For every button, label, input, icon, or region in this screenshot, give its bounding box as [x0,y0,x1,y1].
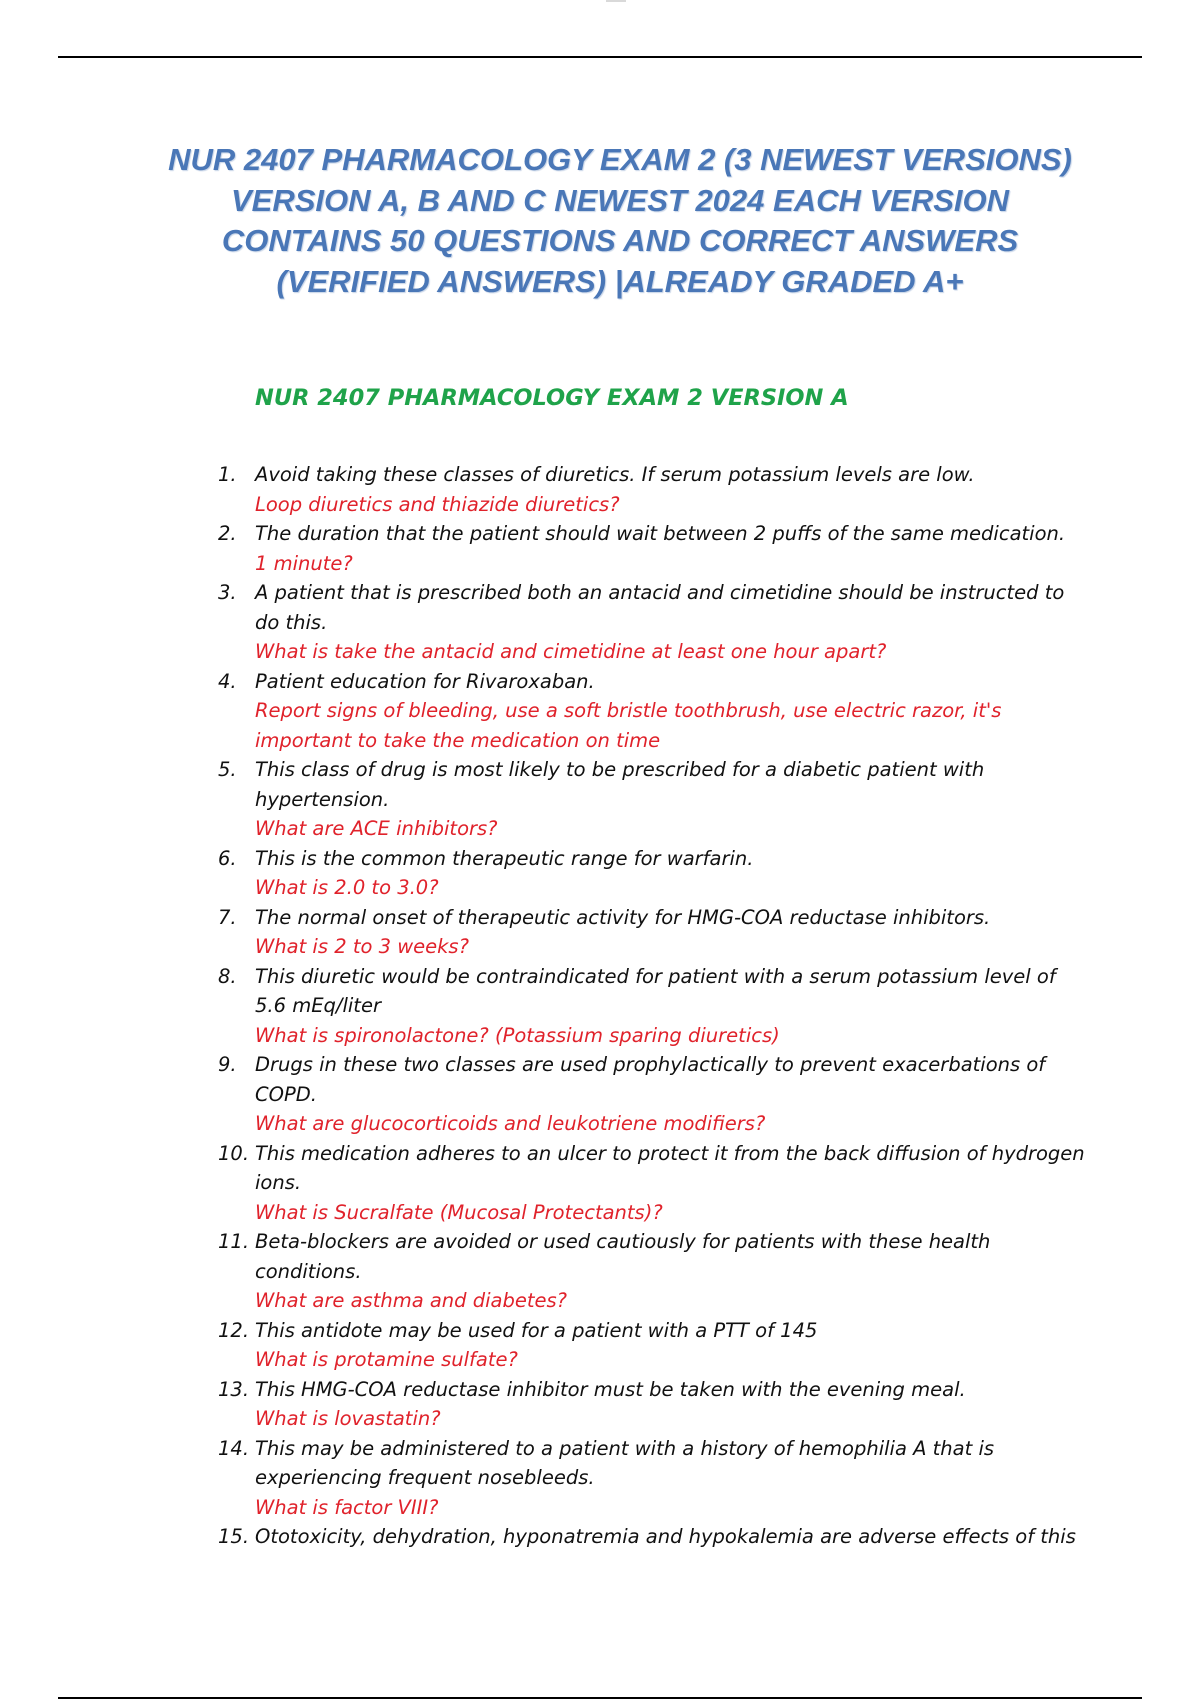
question-number: 3. [218,581,237,604]
question-text: The duration that the patient should wait between 2 puffs of the same medication. [255,522,1066,545]
title-line-2: VERSION A, B AND C NEWEST 2024 EACH VERSION [230,182,1009,218]
question-text: This diuretic would be contraindicated for patient with a serum potassium level of 5.6 mEq/liter [255,964,1056,1017]
question-list [0,460,1200,1552]
question-number: 2. [218,522,237,545]
question-text: This medication adheres to an ulcer to protect it from the back diffusion of hydrogen ions. [255,1141,1085,1194]
answer-text: What is 2 to 3 weeks? [255,935,469,958]
question-item [0,667,1085,756]
question-item [0,1375,1085,1434]
answer-text: What are glucocorticoids and leukotriene modifiers? [255,1112,766,1135]
question-text: This is the common therapeutic range for warfarin. [255,846,754,870]
question-item [0,844,1085,903]
page-top-mark [606,0,626,2]
question-number: 10. [218,1141,250,1165]
answer-text: 1 minute? [255,551,353,575]
question-text: Ototoxicity, dehydration, hyponatremia and hypokalemia are adverse effects of this [255,1525,1076,1548]
question-item [0,1316,1085,1375]
question-item [0,1139,1085,1228]
question-item [0,755,1085,844]
question-item [0,1050,1085,1139]
question-text: This antidote may be used for a patient with a PTT of 145 [255,1318,818,1342]
header-rule [58,56,1142,58]
answer-text: What is lovastatin? [255,1407,441,1430]
question-text: This HMG-COA reductase inhibitor must be taken with the evening meal. [255,1377,966,1401]
question-item [0,460,1085,519]
question-item [0,519,1085,578]
question-number: 1. [218,463,237,486]
question-item [0,962,1085,1051]
question-text: Drugs in these two classes are used prophylactically to prevent exacerbations of COPD. [255,1053,1046,1106]
answer-text: What is Sucralfate (Mucosal Protectants)? [255,1200,663,1224]
question-number: 8. [218,964,237,988]
question-text: Beta-blockers are avoided or used cautiously for patients with these health conditions. [255,1230,991,1283]
question-number: 15. [218,1525,250,1548]
question-number: 9. [218,1053,237,1076]
title-line-3: CONTAINS 50 QUESTIONS AND CORRECT ANSWERS [221,223,1019,258]
question-text: Patient education for Rivaroxaban. [255,669,595,693]
document-title [150,140,1090,302]
question-number: 11. [218,1230,250,1253]
question-text: The normal onset of therapeutic activity for HMG-COA reductase inhibitors. [255,905,991,929]
title-line-1: NUR 2407 PHARMACOLOGY EXAM 2 (3 NEWEST VERSIONS) [168,142,1072,177]
question-item [0,903,1085,962]
question-number: 6. [218,846,237,870]
question-text: This class of drug is most likely to be prescribed for a diabetic patient with hypertension. [255,758,985,811]
title-line-4: (VERIFIED ANSWERS) |ALREADY GRADED A+ [276,263,964,299]
question-item [0,578,1085,667]
answer-text: What is spironolactone? (Potassium sparing diuretics) [255,1023,780,1047]
question-number: 14. [218,1436,250,1460]
section-heading: NUR 2407 PHARMACOLOGY EXAM 2 VERSION A [255,385,849,411]
question-text: Avoid taking these classes of diuretics. If serum potassium levels are low. [255,463,975,486]
answer-text: What is factor VIII? [255,1495,439,1519]
answer-text: Loop diuretics and thiazide diuretics? [255,492,620,516]
question-number: 7. [218,905,237,929]
question-number: 13. [218,1377,250,1401]
answer-text: What is 2.0 to 3.0? [255,876,439,899]
footer-rule [58,1697,1142,1699]
question-item [0,1227,1085,1316]
question-number: 4. [218,669,237,693]
question-text: A patient that is prescribed both an antacid and cimetidine should be instructed to do this. [255,581,1065,634]
question-item [0,1434,1085,1523]
answer-text: Report signs of bleeding, use a soft bristle toothbrush, use electric razor, it's important to take the medication on time [255,699,1002,752]
question-number: 5. [218,758,237,781]
answer-text: What is take the antacid and cimetidine at least one hour apart? [255,640,887,663]
question-number: 12. [218,1318,250,1342]
answer-text: What are ACE inhibitors? [255,817,498,840]
question-text: This may be administered to a patient with a history of hemophilia A that is experiencing frequent nosebleeds. [255,1436,995,1489]
answer-text: What is protamine sulfate? [255,1348,518,1371]
answer-text: What are asthma and diabetes? [255,1289,568,1312]
question-item [0,1522,1085,1552]
